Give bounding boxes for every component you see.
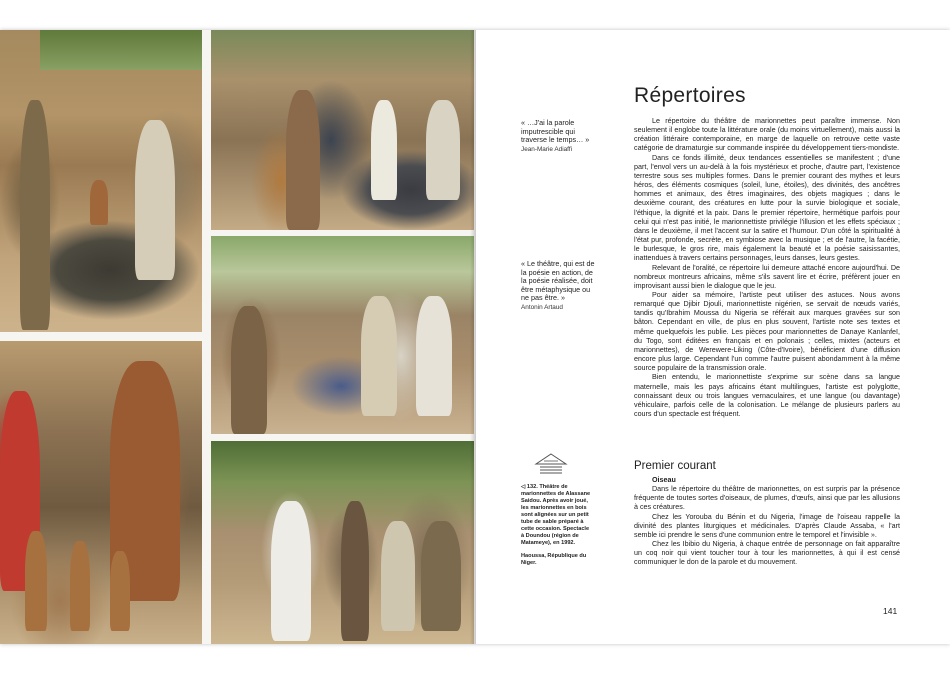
photo-wooden-puppets-lineup [0, 341, 202, 644]
photo-drummers-dancers [211, 441, 474, 644]
section-heading: Premier courant [634, 460, 716, 472]
photo-sky [40, 30, 202, 70]
body-paragraph: Dans ce fonds illimité, deux tendances essentielles se manifestent ; d'une part, l'envol vers un au-delà à la fois mystérieux et proche, d'autre part, l'existence terrestre sous ses multiples formes. Dans le premier courant des mythes et leurs héros, des éléments cosmiques (soleil, lune, étoiles), des divinités, des ancêtres hommes et animaux, des êtres imaginaires, des objets magiques ; dans le deuxième courant, des créatures en lutte pour la survie biologique et sociale, l'éthique, la dignité et la paix. Dans le premier répertoire, hermétique parfois pour celui qui n'est pas initié, le marionnettiste privilégie l'illusion et les effets spéciaux ; dans le deuxième, il met l'accent sur la satire et l'humour. D'un côté la spiritualité à l'état pur, profonde, secrète, en symbiose avec la musique ; et de l'autre, la facétie, le burlesque, le gros rire, mais également la beauté et la poésie saisissantes, inattendues à travers certains personnages, leurs danses, leurs gestes. [634, 153, 900, 263]
caption-number: ◁ 132. [521, 484, 538, 490]
quote-text: « Le théâtre, qui est de la poésie en action, de la poésie réalisée, doit être métaphysique ou ne pas être. » [521, 259, 595, 303]
quote-author: Jean-Marie Adiaffi [521, 145, 573, 153]
photo-figure [371, 100, 397, 200]
minor-heading: Oiseau [652, 476, 676, 484]
publisher-logo-icon [534, 452, 568, 478]
photo-figure [90, 180, 108, 225]
margin-quote-artaud [521, 260, 599, 313]
page-title: Répertoires [634, 84, 746, 107]
quote-text: « …J'ai la parole imputrescible qui traverse le temps… » [521, 118, 590, 145]
body-text [634, 117, 900, 419]
section-body [634, 476, 900, 568]
photo-puppeteers-crowd [0, 30, 202, 332]
photo-figure [286, 90, 320, 230]
photo-musicians-gathering [211, 236, 474, 434]
photo-figure [231, 306, 267, 434]
section-paragraph: Chez les Ibibio du Nigeria, à chaque entrée de personnage on fait apparaître un coq noir qui vient toucher tour à tour les marionnettes, à qui il est censé communiquer le don de la parole et du mouvement. [634, 540, 900, 567]
photo-figure [361, 296, 397, 416]
photo-figure [271, 501, 311, 641]
caption-location: Haoussa, République du Niger. [521, 553, 587, 566]
photo-figure [110, 551, 130, 631]
photo-figure [426, 100, 460, 200]
photo-figure [70, 541, 90, 631]
photo-figure [421, 521, 461, 631]
left-page-photos [0, 30, 476, 644]
margin-quote-adiaffi [521, 119, 599, 154]
photo-figure [20, 100, 50, 330]
photo-performance-covered-puppet [211, 30, 474, 230]
photo-figure [381, 521, 415, 631]
photo-figure [135, 120, 175, 280]
body-paragraph: Bien entendu, le marionnettiste s'exprime sur scène dans sa langue maternelle, mais les pays africains étant multilingues, l'artiste est polyglotte, connaissant deux ou trois langues vernaculaires, et une langue (ou davantage) véhiculaire, parfois celle de la colonisation. Le mélange de plusieurs parlers au cours d'un spectacle est fréquent. [634, 373, 900, 418]
body-paragraph: Pour aider sa mémoire, l'artiste peut utiliser des astuces. Nous avons remarqué que Djibir Djouli, marionnettiste nigérien, se servait de nœuds variés, tandis qu'Ibrahim Moussa du Nigeria se référait aux marques gravées sur son bâton. Cependant en ville, de plus en plus souvent, l'artiste note ses textes et même quelquefois les publie. Les pièces pour marionnettes de Danaye Kanlanfeï, du Togo, sont éditées en français et en polonais ; celles, mixtes (acteurs et marionnettes), de Werewere-Liking (Côte-d'Ivoire), bénéficient d'une diffusion encore plus large. Cependant l'un comme l'autre puisent abondamment à la même source populaire de la transmission orale. [634, 290, 900, 373]
figure-caption [521, 484, 593, 567]
page-number: 141 [883, 606, 898, 616]
quote-author: Antonin Artaud [521, 303, 563, 311]
section-paragraph: Dans le répertoire du théâtre de marionnettes, on est surpris par la présence fréquente de toutes sortes d'oiseaux, de plumes, d'œufs, ainsi que par les allusions à ces créatures. [634, 485, 900, 512]
caption-text: Théâtre de marionnettes de Alassane Saidou. Après avoir joué, les marionnettes en bois sont alignées sur un petit tube de sable préparé à cette occasion. Spectacle à Doundou (région de Matameye), en 1992. [521, 484, 591, 546]
photo-figure [25, 531, 47, 631]
body-paragraph: Relevant de l'oralité, ce répertoire lui demeure attaché encore aujourd'hui. De nombreux montreurs africains, même s'ils savent lire et écrire, préfèrent jouer en improvisant aussi bien le dialogue que le jeu. [634, 263, 900, 290]
section-paragraph: Chez les Yorouba du Bénin et du Nigeria, l'image de l'oiseau rappelle la divinité des plantes liturgiques et médicinales. D'après Claude Assaba, « l'art semble ici prendre le sens d'une communion entre le temporel et l'invisible ». [634, 512, 900, 539]
photo-figure [416, 296, 452, 416]
photo-figure [341, 501, 369, 641]
body-paragraph: Le répertoire du théâtre de marionnettes peut paraître immense. Non seulement il englobe toute la littérature orale (du moins virtuellement), mais aussi la création littéraire contemporaine, en marge de laquelle on retrouve cette vaste catégorie de dramaturgie sur commande inspirée du développement tiers-mondiste. [634, 117, 900, 153]
